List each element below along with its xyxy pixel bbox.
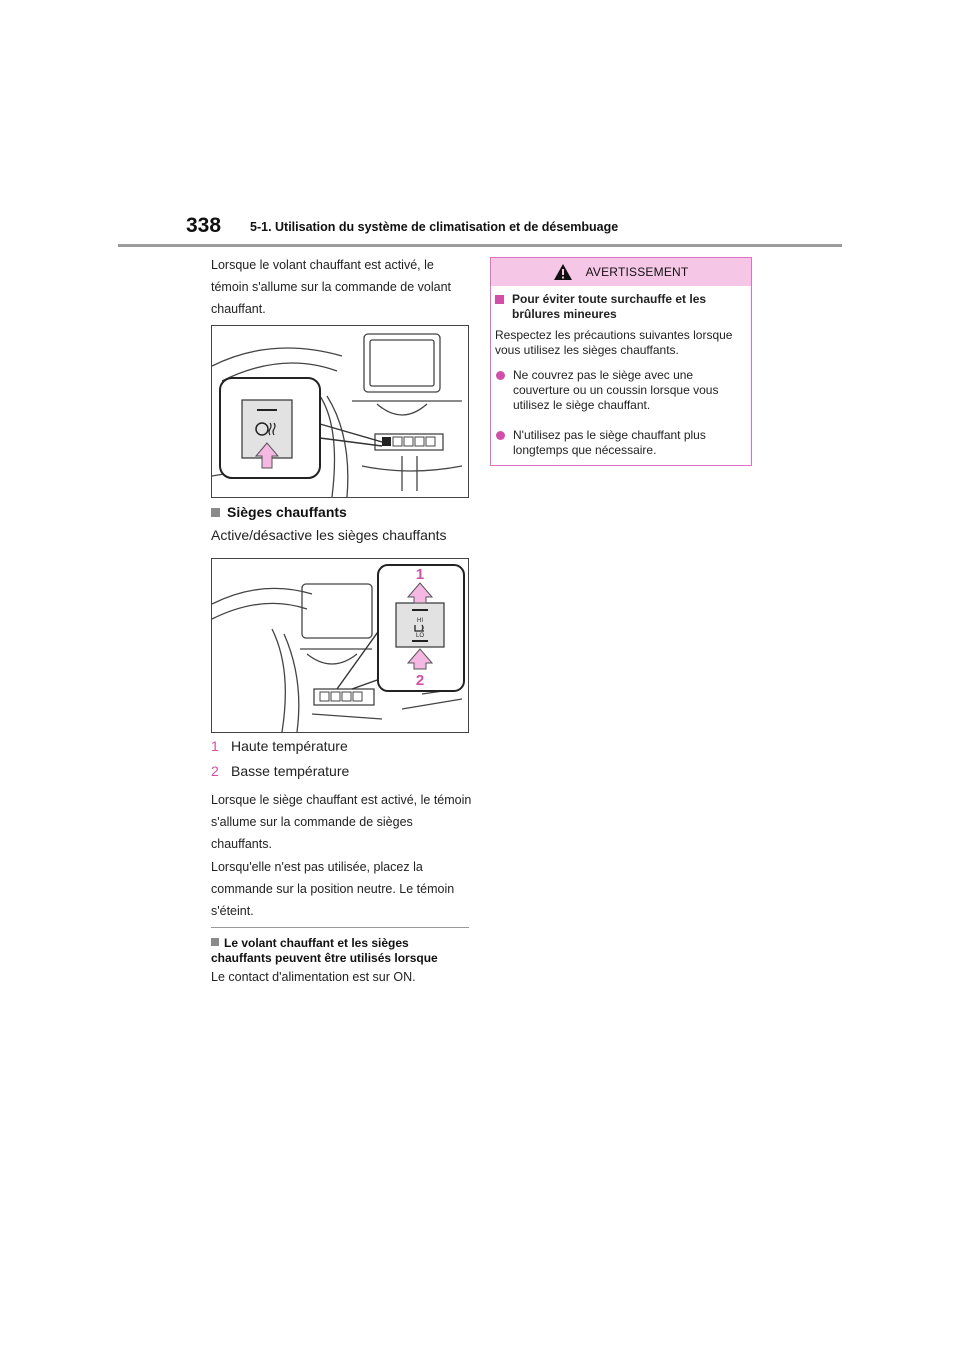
- item-label: Basse température: [231, 763, 350, 779]
- callout-number-1: 1: [415, 566, 425, 583]
- seats-heading: [211, 504, 347, 520]
- seats-description: Active/désactive les sièges chauffants: [211, 527, 447, 543]
- neutral-position-paragraph: Lorsqu'elle n'est pas utilisée, placez la commande sur la position neutre. Le témoin s'éteint.: [211, 860, 455, 918]
- warning-box: [490, 257, 752, 466]
- note-text: Le contact d'alimentation est sur ON.: [211, 970, 416, 984]
- item-number: 1: [211, 738, 219, 754]
- warning-bullet: [495, 428, 747, 458]
- seats-heading-text: Sièges chauffants: [227, 504, 347, 520]
- square-bullet-icon: [211, 938, 219, 946]
- warning-subheading: [495, 292, 745, 322]
- square-bullet-icon: [495, 295, 504, 304]
- steering-heater-illustration: [212, 326, 468, 497]
- section-title: 5-1. Utilisation du système de climatisation et de désembuage: [250, 220, 619, 234]
- note-divider: [211, 927, 469, 928]
- warning-subheading-text: Pour éviter toute surchauffe et les brûlures mineures: [512, 292, 707, 321]
- warning-bullet-text: N'utilisez pas le siège chauffant plus longtemps que nécessaire.: [513, 428, 706, 457]
- warning-intro: Respectez les précautions suivantes lorsque vous utilisez les sièges chauffants.: [495, 328, 733, 357]
- intro-paragraph: Lorsque le volant chauffant est activé, le témoin s'allume sur la commande de volant chauffant.: [211, 258, 452, 316]
- note-heading-text: Le volant chauffant et les sièges chauffants peuvent être utilisés lorsque: [211, 936, 438, 965]
- header-rule: [118, 244, 842, 247]
- callout-number-2: 2: [415, 672, 425, 689]
- list-item: [211, 763, 349, 779]
- item-number: 2: [211, 763, 219, 779]
- warning-bullet: [495, 368, 747, 413]
- seat-heater-figure: [211, 558, 469, 733]
- round-bullet-icon: [496, 431, 505, 440]
- round-bullet-icon: [496, 371, 505, 380]
- lo-label: LO: [415, 633, 425, 639]
- seat-indicator-paragraph: Lorsque le siège chauffant est activé, le témoin s'allume sur la commande de sièges chauffants.: [211, 793, 472, 851]
- warning-header: [491, 258, 751, 286]
- seat-heater-illustration: [212, 559, 468, 732]
- note-heading: [211, 936, 471, 966]
- warning-triangle-icon: [554, 264, 572, 280]
- warning-title: AVERTISSEMENT: [585, 265, 689, 279]
- list-item: [211, 738, 348, 754]
- item-label: Haute température: [231, 738, 348, 754]
- steering-heater-figure: [211, 325, 469, 498]
- page-number: 338: [186, 214, 222, 237]
- hi-label: HI: [417, 618, 423, 624]
- square-bullet-icon: [211, 508, 220, 517]
- warning-bullet-text: Ne couvrez pas le siège avec une couverture ou un coussin lorsque vous utilisez le siège chauffant.: [513, 368, 719, 412]
